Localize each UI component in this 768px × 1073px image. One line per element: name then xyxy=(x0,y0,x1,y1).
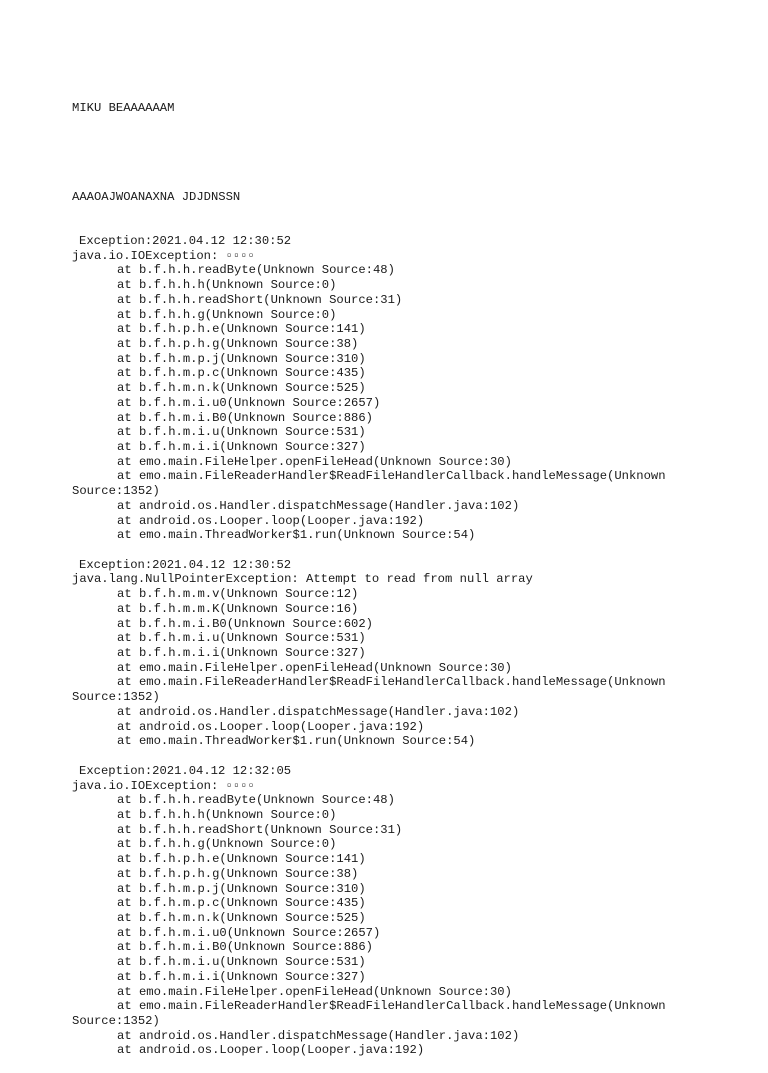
stack-frame: at b.f.h.p.h.g(Unknown Source:38) xyxy=(117,336,359,351)
stack-frame: at android.os.Looper.loop(Looper.java:192) xyxy=(117,1043,425,1058)
stack-frame: at b.f.h.m.i.i(Unknown Source:327) xyxy=(117,439,366,454)
stack-frame: at b.f.h.m.p.j(Unknown Source:310) xyxy=(117,881,366,896)
stack-frame: at b.f.h.m.p.c(Unknown Source:435) xyxy=(117,896,366,911)
stack-frame: at emo.main.ThreadWorker$1.run(Unknown Source:54) xyxy=(117,528,476,543)
stack-frame: at b.f.h.h.readByte(Unknown Source:48) xyxy=(117,263,395,278)
stack-frame: at b.f.h.p.h.e(Unknown Source:141) xyxy=(117,852,366,867)
stack-frame: at b.f.h.m.p.j(Unknown Source:310) xyxy=(117,351,366,366)
document-title: MIKU BEAAAAAAM xyxy=(72,101,175,116)
spacer xyxy=(72,146,732,161)
stack-frame: at emo.main.FileReaderHandler$ReadFileHandlerCallback.handleMessage(Unknown xyxy=(117,469,666,484)
stack-frame: at android.os.Handler.dispatchMessage(Handler.java:102) xyxy=(117,704,520,719)
document-body xyxy=(72,72,732,1073)
stack-frame: at android.os.Looper.loop(Looper.java:192) xyxy=(117,719,425,734)
stack-frame: at android.os.Looper.loop(Looper.java:192) xyxy=(117,513,425,528)
stack-frame: at b.f.h.m.i.B0(Unknown Source:886) xyxy=(117,940,373,955)
stack-frame: at b.f.h.m.n.k(Unknown Source:525) xyxy=(117,381,366,396)
stack-frame: at b.f.h.h.readShort(Unknown Source:31) xyxy=(117,822,403,837)
stack-frame: at b.f.h.p.h.g(Unknown Source:38) xyxy=(117,866,359,881)
stack-frame: at emo.main.FileHelper.openFileHead(Unknown Source:30) xyxy=(117,660,512,675)
stack-frame: at b.f.h.m.i.u0(Unknown Source:2657) xyxy=(117,395,381,410)
stack-frame: at b.f.h.m.m.v(Unknown Source:12) xyxy=(117,587,359,602)
stack-frame-continuation: Source:1352) xyxy=(72,1014,160,1028)
document-subtitle: AAAOAJWOANAXNA JDJDNSSN xyxy=(72,189,241,204)
exception-block xyxy=(72,234,732,543)
exception-timestamp: Exception:2021.04.12 12:32:05 xyxy=(79,763,292,778)
stack-frame: at b.f.h.m.i.u(Unknown Source:531) xyxy=(117,955,366,970)
stack-frame: at b.f.h.m.i.i(Unknown Source:327) xyxy=(117,646,366,661)
exception-timestamp: Exception:2021.04.12 12:30:52 xyxy=(79,233,292,248)
exception-message: java.io.IOException: ▫▫▫▫ xyxy=(72,248,255,263)
stack-frame: at b.f.h.m.n.k(Unknown Source:525) xyxy=(117,910,366,925)
stack-frame: at b.f.h.m.i.i(Unknown Source:327) xyxy=(117,969,366,984)
stack-frame: at b.f.h.m.i.u(Unknown Source:531) xyxy=(117,425,366,440)
stack-frame: at b.f.h.h.readShort(Unknown Source:31) xyxy=(117,292,403,307)
stack-frame: at android.os.Handler.dispatchMessage(Handler.java:102) xyxy=(117,498,520,513)
exception-log xyxy=(72,234,732,1058)
stack-frame: at emo.main.ThreadWorker$1.run(Unknown Source:54) xyxy=(117,734,476,749)
stack-frame: at emo.main.FileHelper.openFileHead(Unknown Source:30) xyxy=(117,984,512,999)
stack-frame: at b.f.h.h.g(Unknown Source:0) xyxy=(117,837,337,852)
stack-frame: at b.f.h.m.m.K(Unknown Source:16) xyxy=(117,601,359,616)
spacer xyxy=(72,543,732,558)
stack-frame: at android.os.Handler.dispatchMessage(Handler.java:102) xyxy=(117,1028,520,1043)
exception-timestamp: Exception:2021.04.12 12:30:52 xyxy=(79,557,292,572)
stack-frame: at emo.main.FileReaderHandler$ReadFileHandlerCallback.handleMessage(Unknown xyxy=(117,675,666,690)
stack-frame: at emo.main.FileReaderHandler$ReadFileHandlerCallback.handleMessage(Unknown xyxy=(117,999,666,1014)
stack-frame: at b.f.h.h.g(Unknown Source:0) xyxy=(117,307,337,322)
stack-frame-continuation: Source:1352) xyxy=(72,484,160,499)
stack-frame: at b.f.h.h.readByte(Unknown Source:48) xyxy=(117,793,395,808)
stack-frame: at b.f.h.h.h(Unknown Source:0) xyxy=(117,807,337,822)
stack-frame: at b.f.h.p.h.e(Unknown Source:141) xyxy=(117,322,366,337)
stack-frame: at emo.main.FileHelper.openFileHead(Unknown Source:30) xyxy=(117,454,512,469)
exception-block xyxy=(72,764,732,1058)
stack-frame: at b.f.h.m.i.u(Unknown Source:531) xyxy=(117,631,366,646)
exception-message: java.lang.NullPointerException: Attempt to read from null array xyxy=(72,572,533,587)
exception-block xyxy=(72,558,732,749)
stack-frame: at b.f.h.h.h(Unknown Source:0) xyxy=(117,278,337,293)
stack-frame: at b.f.h.m.i.B0(Unknown Source:886) xyxy=(117,410,373,425)
exception-message: java.io.IOException: ▫▫▫▫ xyxy=(72,778,255,793)
stack-frame: at b.f.h.m.i.u0(Unknown Source:2657) xyxy=(117,925,381,940)
stack-frame-continuation: Source:1352) xyxy=(72,690,160,705)
spacer xyxy=(72,749,732,764)
stack-frame: at b.f.h.m.p.c(Unknown Source:435) xyxy=(117,366,366,381)
stack-frame: at b.f.h.m.i.B0(Unknown Source:602) xyxy=(117,616,373,631)
